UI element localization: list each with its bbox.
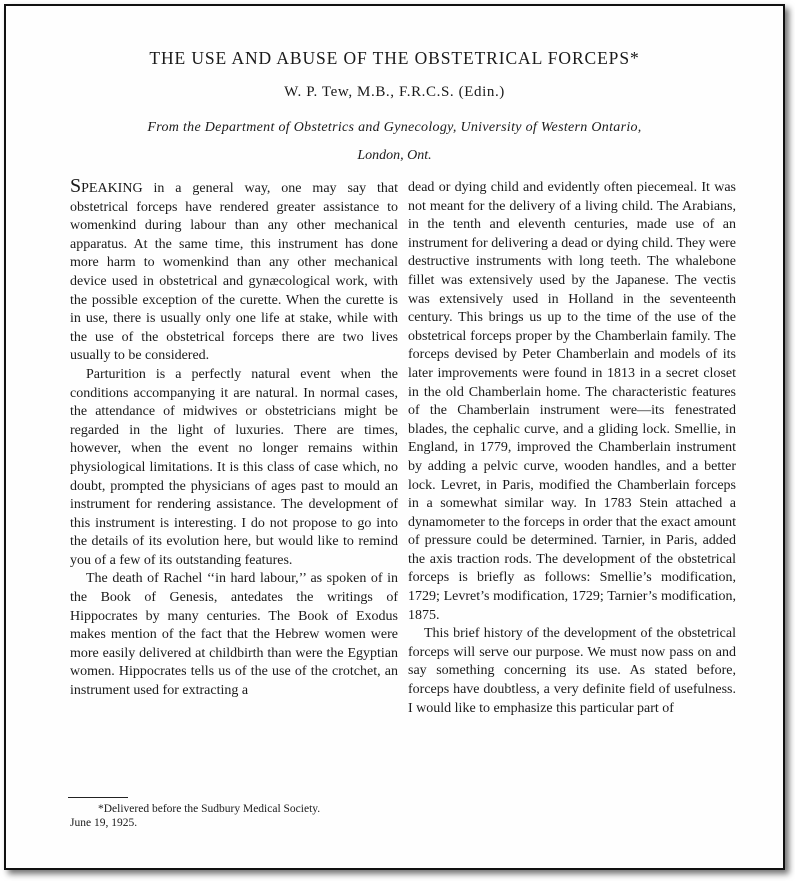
author-line: W. P. Tew, M.B., F.R.C.S. (Edin.)	[284, 84, 505, 100]
paragraph-parturition: Parturition is a perfectly natural event when the conditions accompanying it are natural. In normal cases, the attendance of midwives or obstetricians might be regarded in the light of luxuries. There are times, however, when the event no longer remains within physiological limitations. It is this class of case which, no doubt, prompted the physicians of ages past to mould an instrument for rendering assistance. The development of this instrument is interesting. I do not propose to go into the details of its evolution here, but would like to remind you of a few of its outstanding features.	[70, 366, 398, 568]
department-line-1: From the Department of Obstetrics and Gynecology, University of Western Ontario,	[147, 120, 642, 135]
drop-cap: S	[70, 175, 82, 197]
lead-word: PEAKING	[81, 181, 143, 196]
footnote-rule	[68, 797, 128, 798]
paragraph-intro	[70, 175, 398, 366]
left-column	[70, 175, 398, 701]
article-title: THE USE AND ABUSE OF THE OBSTETRICAL FORCEPS*	[149, 48, 640, 68]
department-line-2: London, Ont.	[357, 148, 432, 163]
paper-page	[4, 4, 785, 870]
paragraph-rachel: The death of Rachel ‘‘in hard labour,’’ as spoken of in the Book of Genesis, antedates the writings of Hippocrates by many centuries. The Book of Exodus makes mention of the fact that the Hebrew women were more easily delivered at childbirth than were the Egyptian women. Hippocrates tells us of the use of the crotchet, an instrument used for extracting a	[70, 571, 398, 699]
right-column	[408, 179, 736, 718]
footnote-line-1: *Delivered before the Sudbury Medical Society.	[98, 803, 321, 815]
paragraph-purpose: This brief history of the development of the obstetrical forceps will serve our purpose. We must now pass on and say something concerning its use. As stated before, forceps have doubtless, a very definite field of usefulness. I would like to emphasize this particular part of	[408, 626, 736, 716]
footnote	[70, 802, 398, 830]
paragraph-history: dead or dying child and evidently often piecemeal. It was not meant for the delivery of a living child. The Arabians, in the tenth and eleventh centuries, made use of an instrument for delivering a dead or dying child. They were destructive instruments with long teeth. The whalebone fillet was extensively used by the Japanese. The vectis was extensively used in Holland in the seventeenth century. This brings us up to the time of the use of the obstetrical forceps proper by the Chamberlain family. The forceps devised by Peter Chamberlain and models of its later improvements were found in 1813 in a secret closet in the old Chamberlain home. The characteristic features of the Chamberlain instrument were—its fenestrated blades, the cephalic curve, and a gliding lock. Smellie, in England, in 1779, improved the Chamberlain instrument by adding a pelvic curve, wooden handles, and a better lock. Levret, in Paris, modified the Chamberlain forceps in a somewhat similar way. In 1783 Stein attached a dynamometer to the forceps in order that the exact amount of pressure could be determined. Tarnier, in Paris, added the axis traction rods. The development of the obstetrical forceps is briefly as follows: Smellie’s modification, 1729; Levret’s modification, 1729; Tarnier’s modification, 1875.	[408, 180, 736, 623]
intro-text: in a general way, one may say that obstetrical forceps have rendered greater assistance to womenkind during labour than any other mechanical apparatus. At the same time, this instrument has done more harm to womenkind than any other mechanical device used in obstetrical and gynæcological work, with the possible exception of the curette. When the curette is in use, there is usually only one life at stake, while with the use of the obstetrical forceps there are two lives usually to be considered.	[70, 181, 398, 364]
footnote-line-2: June 19, 1925.	[70, 817, 138, 829]
